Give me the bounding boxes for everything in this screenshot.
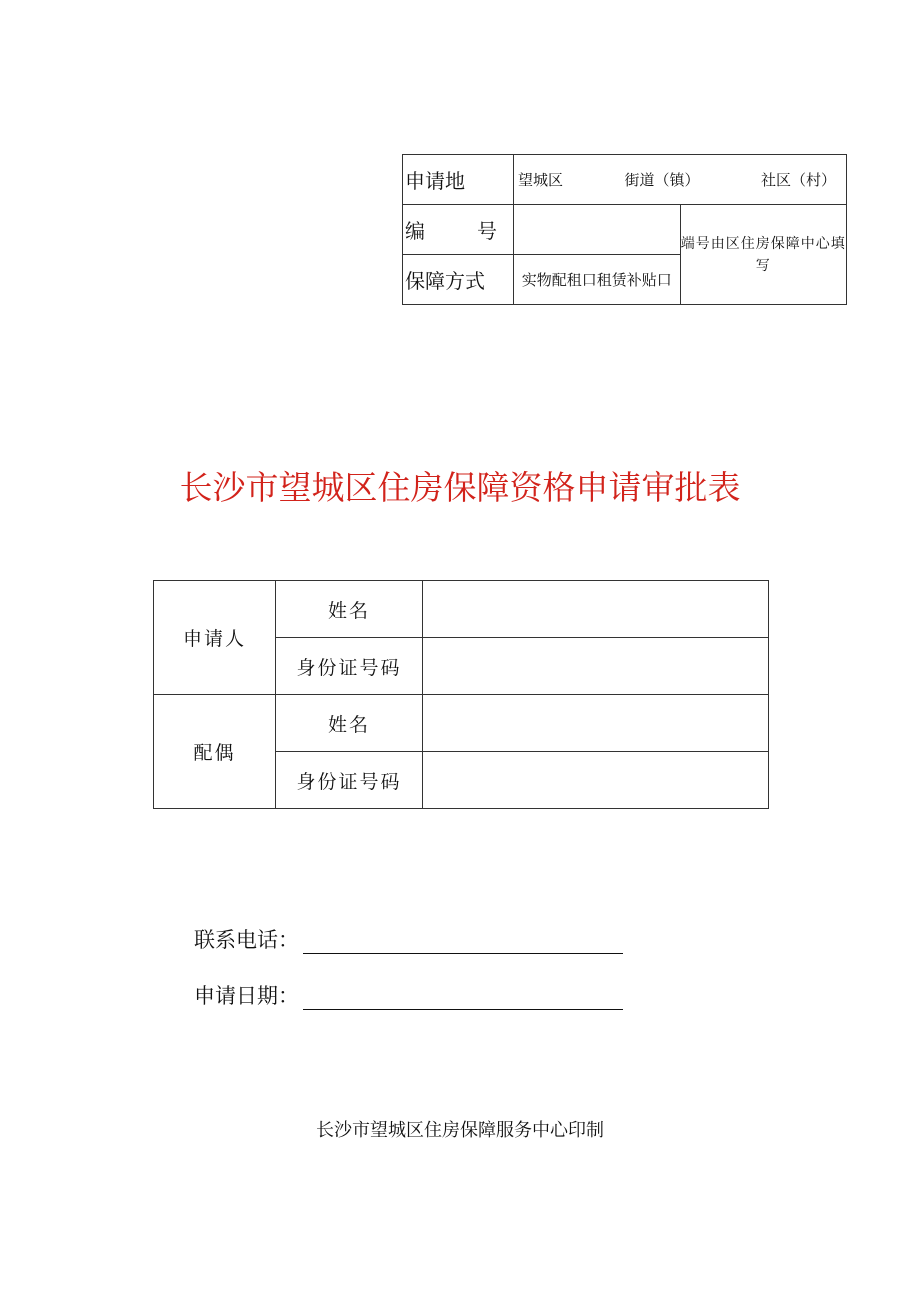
spouse-id-label: 身份证号码 xyxy=(276,752,423,809)
date-field[interactable] xyxy=(303,987,623,1010)
date-row xyxy=(194,980,623,1010)
phone-field[interactable] xyxy=(303,931,623,954)
spouse-name-label: 姓名 xyxy=(276,695,423,752)
location-street: 街道（镇） xyxy=(624,171,700,189)
location-label: 申请地 xyxy=(403,155,514,205)
location-value xyxy=(514,155,847,205)
page-title: 长沙市望城区住房保障资格申请审批表 xyxy=(179,468,741,507)
location-district: 望城区 xyxy=(518,171,564,189)
method-label: 保障方式 xyxy=(403,255,514,305)
applicant-group-label: 申请人 xyxy=(154,581,276,695)
applicant-table xyxy=(153,580,769,809)
spouse-id-field[interactable] xyxy=(423,752,769,809)
code-label: 编 号 xyxy=(403,205,514,255)
date-label: 申请日期： xyxy=(194,984,299,1008)
applicant-name-field[interactable] xyxy=(423,581,769,638)
info-table xyxy=(402,154,847,305)
applicant-name-label: 姓名 xyxy=(276,581,423,638)
applicant-id-field[interactable] xyxy=(423,638,769,695)
footer-issuer: 长沙市望城区住房保障服务中心印制 xyxy=(316,1120,604,1141)
spouse-group-label: 配偶 xyxy=(154,695,276,809)
applicant-id-label: 身份证号码 xyxy=(276,638,423,695)
fill-note: 端号由区住房保障中心填写 xyxy=(680,205,847,305)
code-field[interactable] xyxy=(514,205,681,255)
spouse-name-field[interactable] xyxy=(423,695,769,752)
phone-label: 联系电话： xyxy=(194,928,299,952)
location-community: 社区（村） xyxy=(760,171,836,189)
method-options[interactable]: 实物配租口租赁补贴口 xyxy=(514,255,681,305)
phone-row xyxy=(194,924,623,954)
